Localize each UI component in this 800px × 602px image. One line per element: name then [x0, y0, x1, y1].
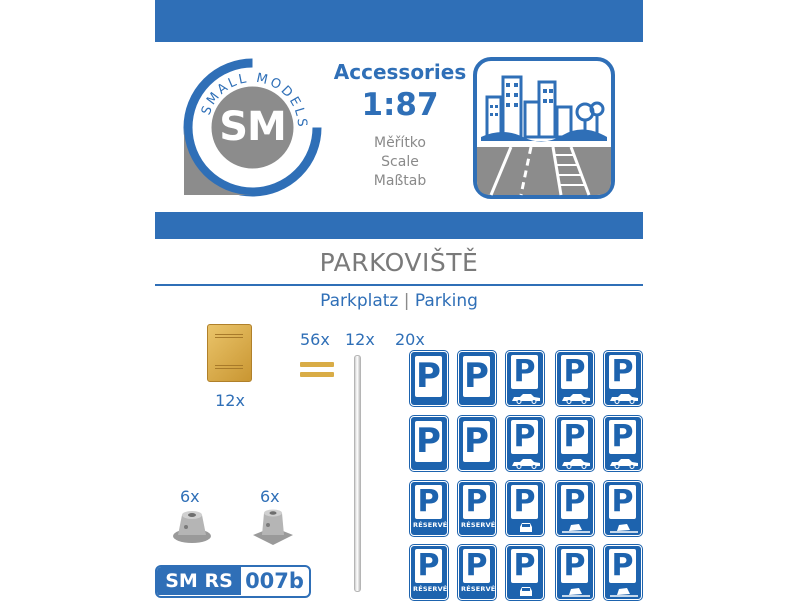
parking-sign	[506, 416, 544, 471]
sign-letter: P	[609, 355, 636, 389]
sign-letter: P	[609, 420, 636, 454]
product-subtitle	[155, 291, 643, 311]
parking-sign	[506, 481, 544, 536]
code-number: 007b	[245, 569, 304, 593]
scale-value: 1:87	[361, 87, 439, 123]
sign-letter: P	[561, 485, 588, 519]
gold-strip-top	[300, 362, 334, 367]
sign-letter: P	[561, 355, 588, 389]
code-prefix: SM RS	[157, 567, 241, 595]
sign-letter: P	[415, 485, 442, 519]
title-divider	[155, 284, 643, 286]
product-code-badge	[155, 565, 311, 598]
grey-base-square	[250, 505, 296, 547]
car-icon	[607, 454, 639, 467]
parking-sign	[556, 351, 594, 406]
car-icon	[509, 519, 541, 532]
parking-sign	[410, 351, 448, 406]
sign-letter: P	[609, 549, 636, 583]
sign-letter: P	[511, 355, 538, 389]
product-title: PARKOVIŠTĚ	[319, 248, 479, 277]
car-icon	[509, 583, 541, 596]
parking-sign	[410, 545, 448, 600]
sign-letter: P	[463, 549, 490, 583]
sign-letter: P	[511, 549, 538, 583]
sign-letter: P	[511, 485, 538, 519]
car-icon	[607, 583, 639, 596]
grey-base-round	[170, 505, 214, 545]
sign-letter: P	[464, 421, 489, 461]
parking-sign	[506, 351, 544, 406]
sign-count: 20x	[395, 330, 425, 349]
sign-letter: P	[416, 421, 441, 461]
strip-count: 56x	[300, 330, 330, 349]
base-a-count: 6x	[180, 487, 200, 506]
scale-word-cz: Měřítko	[373, 135, 426, 151]
accessories-title: Accessories	[333, 60, 467, 84]
car-icon	[607, 389, 639, 402]
plate-count: 12x	[215, 391, 245, 410]
parking-sign	[458, 481, 496, 536]
parking-sign	[458, 416, 496, 471]
pole	[354, 355, 361, 592]
reserve-label: RÉSERVÉ	[413, 585, 448, 593]
parking-sign	[604, 351, 642, 406]
sign-letter: P	[464, 356, 489, 396]
header-bottom-bar	[155, 212, 643, 239]
logo-letters: SM	[219, 104, 286, 150]
parking-sign	[604, 416, 642, 471]
gold-strip-bottom	[300, 372, 334, 377]
scale-word-en: Scale	[381, 154, 419, 170]
header-top-bar	[155, 0, 643, 42]
pole-count: 12x	[345, 330, 375, 349]
parking-sign	[410, 416, 448, 471]
base-b-count: 6x	[260, 487, 280, 506]
subtitle-de: Parkplatz	[320, 291, 399, 311]
parking-sign	[556, 545, 594, 600]
logo-ring-text: SMALL MODELS	[198, 70, 310, 130]
sign-letter: P	[463, 485, 490, 519]
subtitle-separator: |	[398, 291, 415, 311]
reserve-label: RÉSERVÉ	[461, 585, 496, 593]
subtitle-en: Parking	[414, 291, 478, 311]
sign-letter: P	[415, 549, 442, 583]
parking-sign	[556, 416, 594, 471]
sign-letter: P	[609, 485, 636, 519]
reserve-label: RÉSERVÉ	[413, 521, 448, 529]
car-icon	[559, 583, 591, 596]
gold-plate	[207, 324, 252, 382]
car-icon	[559, 519, 591, 532]
reserve-label: RÉSERVÉ	[461, 521, 496, 529]
parking-sign	[604, 481, 642, 536]
car-icon	[509, 389, 541, 402]
car-icon	[559, 454, 591, 467]
sign-letter: P	[561, 420, 588, 454]
parking-sign	[604, 545, 642, 600]
parking-sign	[458, 351, 496, 406]
sign-letter: P	[416, 356, 441, 396]
city-road-icon	[473, 57, 615, 199]
scale-word-de: Maßtab	[373, 173, 427, 189]
parking-sign	[556, 481, 594, 536]
car-icon	[559, 389, 591, 402]
sign-letter: P	[561, 549, 588, 583]
sign-letter: P	[511, 420, 538, 454]
car-icon	[509, 454, 541, 467]
parking-sign	[410, 481, 448, 536]
parking-sign	[458, 545, 496, 600]
parking-sign	[506, 545, 544, 600]
car-icon	[607, 519, 639, 532]
